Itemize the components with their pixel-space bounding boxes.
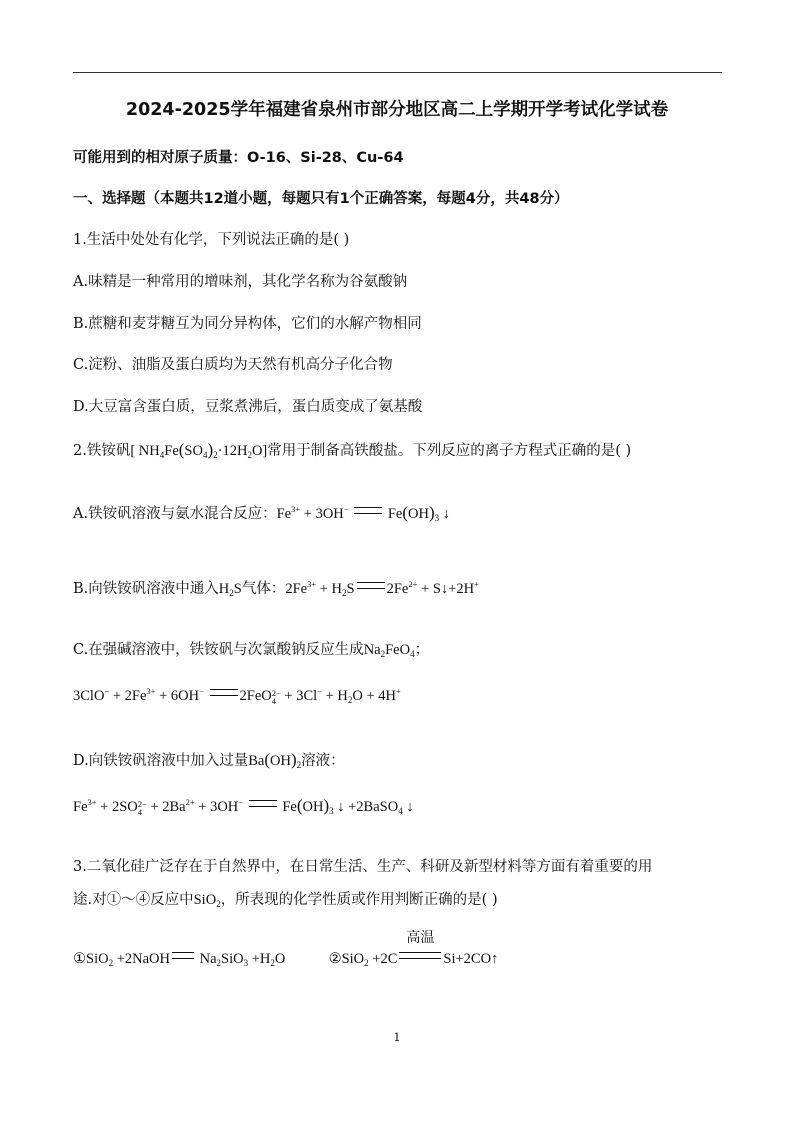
q2-formula-alum: [ $NH_4Fe(SO_4)_2\cdot 12H_2O$] <box>130 440 268 460</box>
q2-option-d-equation: $Fe^{3+} + 2SO$ 2− 4 + $2Ba^{2+} + 3OH^-$ $Fe(OH)_3$ ↓ +2BaSO$_4$ ↓ <box>73 796 414 817</box>
q1-option-c: C.淀粉、油脂及蛋白质均为天然有机高分子化合物 <box>73 357 393 373</box>
q2-option-d-text: D.向铁铵矾溶液中加入过量 <box>73 753 249 769</box>
q2-option-a <box>73 504 450 524</box>
q2-option-d <box>73 751 345 771</box>
q3-reaction-1: ①SiO$_2$ +2NaOH $Na_2SiO_3 +H_2O$ <box>73 951 286 968</box>
q2-option-d-suffix: 溶液： <box>301 753 345 769</box>
q2-option-c-equation: $3ClO^- + 2Fe^{3+} + 6OH^-$ 2FeO 2− 4 + $3Cl^- + H_2O + 4H^+$ <box>73 686 401 706</box>
q3-formula-sio2: SiO$_2$ <box>193 892 221 909</box>
q1-option-a: A.味精是一种常用的增味剂，其化学名称为谷氨酸钠 <box>73 274 408 290</box>
q3-stem-line1: 3.二氧化硅广泛存在于自然界中，在日常生活、生产、科研及新型材料等方面有着重要的用 <box>73 859 653 875</box>
header-rule <box>73 72 722 73</box>
q3-stem-line2-suffix: ，所表现的化学性质或作用判断正确的是( ) <box>220 892 498 908</box>
q1-option-d: D.大豆富含蛋白质，豆浆煮沸后，蛋白质变成了氨基酸 <box>73 399 423 415</box>
q1-option-b: B.蔗糖和麦芽糖互为同分异构体，它们的水解产物相同 <box>73 316 422 332</box>
q2-option-a-text: A.铁铵矾溶液与氨水混合反应： <box>73 506 277 522</box>
q3-condition-label: 高温 <box>406 931 435 946</box>
q2-option-c-text: C.在强碱溶液中，铁铵矾与次氯酸钠反应生成 <box>73 642 364 658</box>
section-heading: 一、选择题（本题共12道小题，每题只有1个正确答案，每题4分，共48分） <box>73 191 569 207</box>
q2-option-b-equation: $2Fe^{3+} + H_2S$ $2Fe^{2+}$ + S↓+2H+ <box>285 579 479 598</box>
page-title: 2024-2025学年福建省泉州市部分地区高二上学期开学考试化学试卷 <box>125 100 669 120</box>
q2-option-b-text: B.向铁铵矾溶液中通入 <box>73 581 219 597</box>
page-number: 1 <box>393 1031 401 1044</box>
q2-stem-prefix: 2.铁铵矾 <box>73 443 131 459</box>
q2-formula-h2s: $H_2S$ <box>218 581 242 598</box>
q2-option-b-mid: 气体： <box>241 581 286 597</box>
q2-option-b <box>73 579 479 599</box>
q3-reactions <box>73 931 499 969</box>
q3-reaction-2: ②SiO$_2$ +2C 高温 Si+2CO↑ <box>328 931 499 968</box>
q2-stem <box>73 441 631 461</box>
q2-stem-suffix: 常用于制备高铁酸盐。下列反应的离子方程式正确的是( ) <box>267 443 632 459</box>
q2-formula-na2feo4: $Na_2FeO_4$ <box>363 642 415 659</box>
q3-stem-line2 <box>73 890 498 910</box>
q2-formula-baoh2: $Ba(OH)_2$ <box>248 750 302 770</box>
q2-option-a-equation: $Fe^{3+} + 3OH^-$ $Fe(OH)_3$ ↓ <box>276 503 450 523</box>
q1-stem: 1.生活中处处有化学，下列说法正确的是( ) <box>73 232 350 248</box>
atomic-masses-note: 可能用到的相对原子质量：O-16、Si-28、Cu-64 <box>73 150 404 166</box>
q2-option-c-suffix: ； <box>414 642 430 658</box>
q2-option-c <box>73 640 429 660</box>
q3-stem-line2-prefix: 途.对①～④反应中 <box>73 892 194 908</box>
